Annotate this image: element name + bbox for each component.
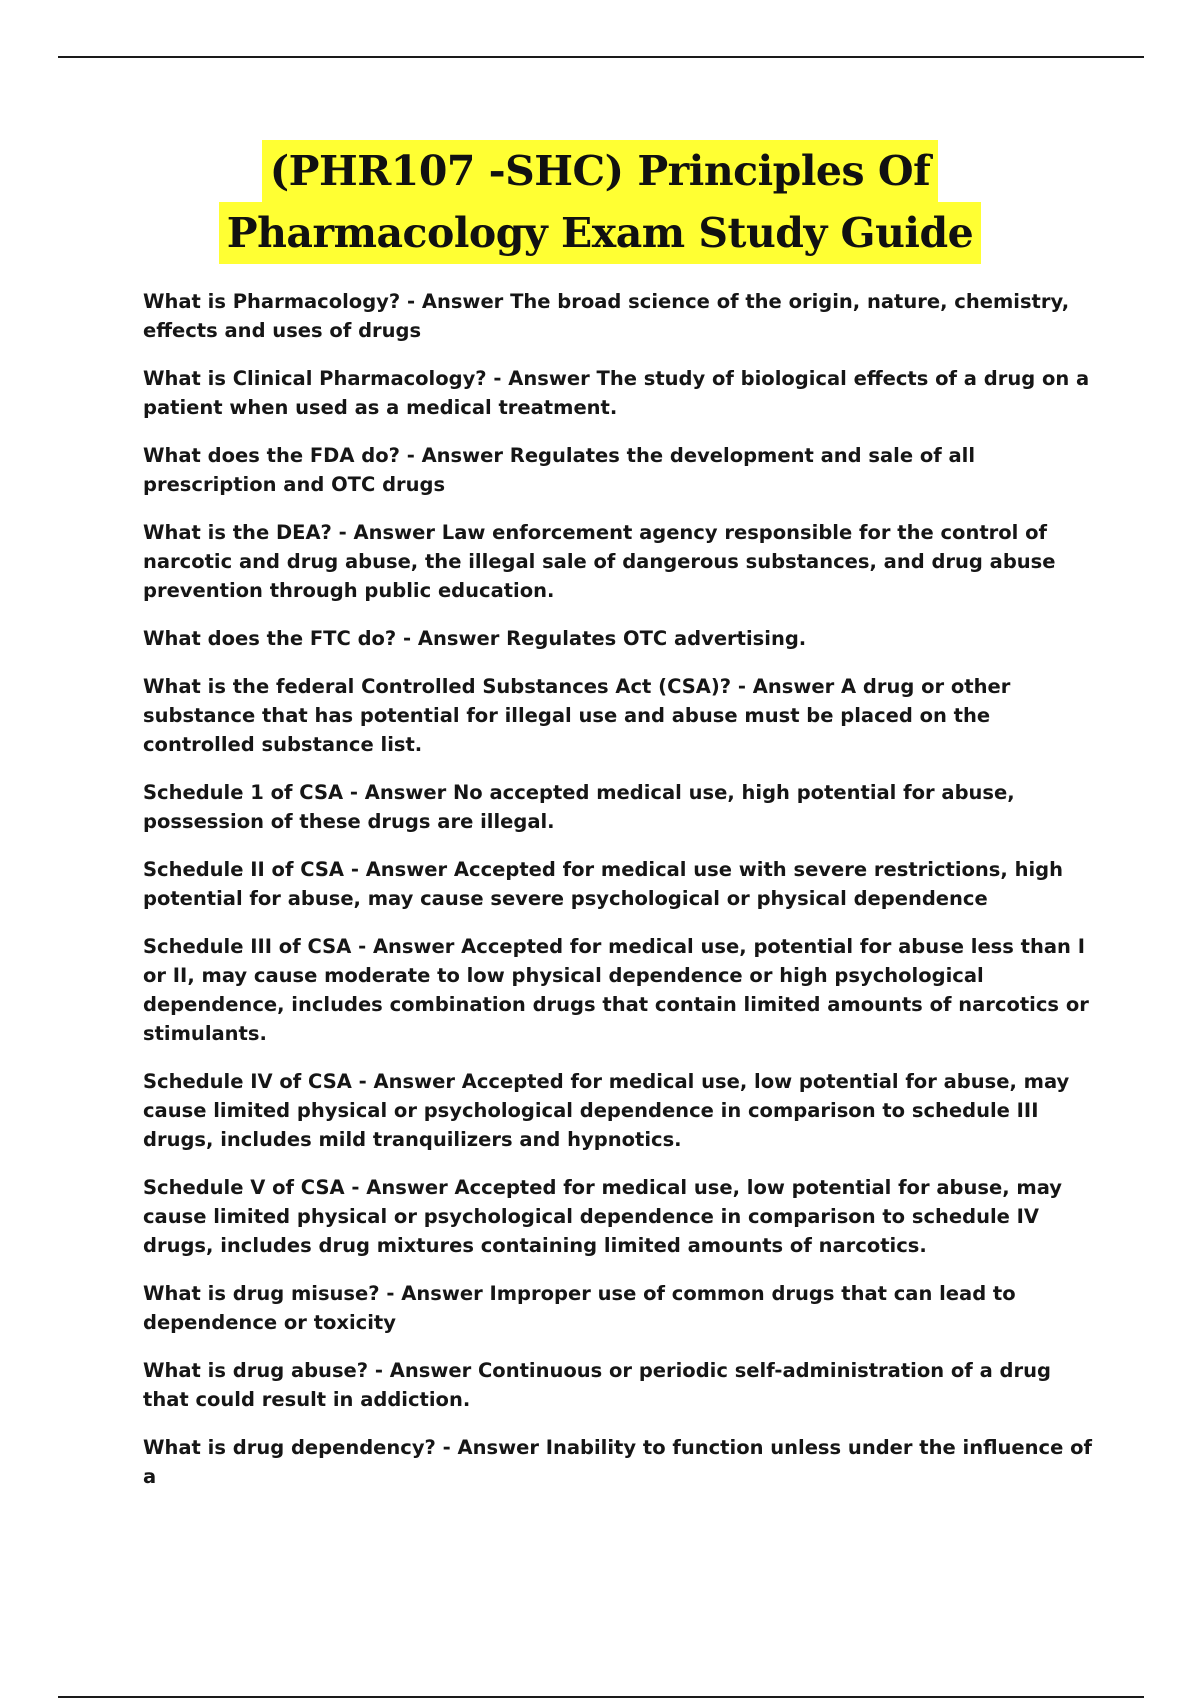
qa-item-schedule-5: Schedule V of CSA - Answer Accepted for medical use, low potential for abuse, may cause limited physical or psychological dependence in comparison to schedule IV drugs, includes drug mixtures containing limited amounts of narcotics. (143, 1176, 1062, 1257)
qa-item-drug-dependency: What is drug dependency? - Answer Inability to function unless under the influence of a (143, 1436, 1092, 1488)
qa-item-schedule-2: Schedule II of CSA - Answer Accepted for medical use with severe restrictions, high potential for abuse, may cause severe psychological or physical dependence (143, 858, 1063, 910)
qa-item-drug-misuse: What is drug misuse? - Answer Improper use of common drugs that can lead to dependence or toxicity (143, 1282, 1016, 1334)
page-title (0, 140, 1200, 264)
title-line-1: (PHR107 -SHC) Principles Of (262, 140, 938, 202)
qa-item-pharmacology: What is Pharmacology? - Answer The broad science of the origin, nature, chemistry, effects and uses of drugs (143, 290, 1070, 342)
qa-item-schedule-3: Schedule III of CSA - Answer Accepted for medical use, potential for abuse less than I or II, may cause moderate to low physical dependence or high psychological dependence, includes combination drugs that contain limited amounts of narcotics or stimulants. (143, 935, 1089, 1045)
qa-item-fda: What does the FDA do? - Answer Regulates the development and sale of all prescription and OTC drugs (143, 444, 976, 496)
qa-list (143, 287, 1103, 1510)
qa-item-clinical-pharmacology: What is Clinical Pharmacology? - Answer The study of biological effects of a drug on a patient when used as a medical treatment. (143, 367, 1090, 419)
qa-item-dea: What is the DEA? - Answer Law enforcement agency responsible for the control of narcotic and drug abuse, the illegal sale of dangerous substances, and drug abuse prevention through public education. (143, 521, 1056, 602)
qa-item-drug-abuse: What is drug abuse? - Answer Continuous or periodic self-administration of a drug that could result in addiction. (143, 1359, 1051, 1411)
qa-item-schedule-1: Schedule 1 of CSA - Answer No accepted medical use, high potential for abuse, possession of these drugs are illegal. (143, 781, 1015, 833)
qa-item-schedule-4: Schedule IV of CSA - Answer Accepted for medical use, low potential for abuse, may cause limited physical or psychological dependence in comparison to schedule III drugs, includes mild tranquilizers and hypnotics. (143, 1070, 1070, 1151)
top-rule (58, 56, 1144, 58)
title-line-2: Pharmacology Exam Study Guide (219, 202, 981, 264)
bottom-rule (58, 1696, 1144, 1698)
qa-item-csa: What is the federal Controlled Substances Act (CSA)? - Answer A drug or other substance that has potential for illegal use and abuse must be placed on the controlled substance list. (143, 675, 1011, 756)
qa-item-ftc: What does the FTC do? - Answer Regulates OTC advertising. (143, 627, 807, 650)
